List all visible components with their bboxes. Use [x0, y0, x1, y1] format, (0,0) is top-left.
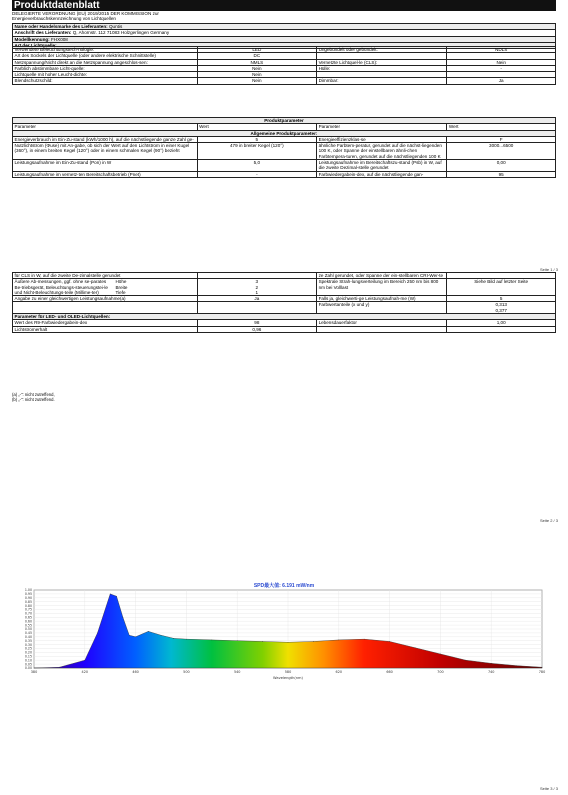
data-point [237, 640, 238, 641]
data-point [59, 667, 60, 668]
x-tick-label: 700 [437, 670, 444, 674]
table-row: Lichtstromerhalt 0,96 [13, 326, 556, 332]
table-row: Angabe zu einer gleichwertigen Leistungsaufnahme(a) Ja Falls ja, gleichwerti-ge Leistungsaufnah-me (W) 5 [13, 296, 556, 302]
data-point [129, 635, 130, 636]
lichtquelle-table [12, 46, 556, 85]
y-tick-label: 0.90 [24, 596, 32, 600]
y-tick-label: 0.15 [24, 654, 32, 659]
table-row: für CLS in W, auf die zweite De-zimalstelle gerundet ze Zahl gerundet, oder Spanne der ein-stellbaren CRI-Wer-te [13, 273, 556, 279]
parameter-table-continued: für CLS in W, auf die zweite De-zimalstelle gerundet ze Zahl gerundet, oder Spanne der ein-stellbaren CRI-Wer-te Äußere Ab-messungen, ggf. ohne se-parates Be-triebsgerät, Beleuchtungs-steuerungstei-le und Nicht-Beleuchtungs-teile (Millime-ter) Höhe Breite Tiefe 3 2 1 Spektrale Strah-lungsverteilung im Bereich 250 nm bis 800 nm bei Volllast Siehe Bild auf letzter Seite Angabe zu einer gleichwertigen Leistungsaufnahme(a) Ja Falls ja, gleichwerti-ge Leistungsaufnah-me (W) 5 Farbwertanteile (x und y) 0,313 0,377 Parameter für LED- und OLED-Lichtquellen: Wert des R9-Farbwiedergabein-dex 98 Lebensdauerfaktor 1,00 Lichtstromerhalt 0,96 [12, 272, 556, 333]
x-tick-label: 620 [335, 670, 343, 674]
page-number: Seite 2 / 3 [539, 518, 558, 523]
x-tick-label: 540 [233, 670, 241, 674]
x-tick-label: 660 [386, 670, 393, 674]
data-point [173, 638, 174, 639]
regulation-text: DELEGIERTE VERORDNUNG (EU) 2019/2015 DER KOMMISSION zur Energieverbrauchskennzeichnung von Lichtquellen [12, 11, 159, 22]
y-tick-label: 0.20 [24, 650, 32, 655]
page-number: Seite 3 / 3 [539, 786, 558, 791]
dimensions-row: Äußere Ab-messungen, ggf. ohne se-parates Be-triebsgerät, Beleuchtungs-steuerungstei-le und Nicht-Beleuchtungs-teile (Millime-ter) Höhe Breite Tiefe 3 2 1 Spektrale Strah-lungsverteilung im Bereich 250 nm bis 800 nm bei Volllast Siehe Bild auf letzter Seite [13, 279, 556, 296]
page-1 [0, 0, 568, 270]
y-tick-label: 0.25 [24, 646, 32, 651]
data-point [212, 640, 213, 641]
y-tick-label: 0.70 [24, 611, 32, 616]
data-point [440, 654, 441, 655]
table-row: Netzspannung/Nicht direkt an die Netzspannung angeschlos-sen: NMLS Vernetzte Lichtquel-le (CLS): Nein [13, 59, 556, 65]
spd-chart [12, 582, 556, 682]
data-point [364, 639, 365, 640]
y-tick-label: 0.55 [24, 623, 32, 628]
y-tick-label: 0.10 [24, 658, 32, 663]
data-point [389, 641, 390, 642]
y-tick-label: 0.05 [24, 662, 32, 667]
table-row: Art des Sockels der Lichtquelle (oder andere elektrische Schnittstelle) DC [13, 53, 556, 59]
data-point [116, 596, 117, 597]
y-tick-label: 0.95 [24, 592, 32, 597]
data-point [110, 594, 111, 595]
page-2 [0, 272, 568, 522]
y-tick-label: 0.75 [24, 607, 32, 612]
footnotes: (a) „-": nicht zutreffend, (b) „-": nicht zutreffend. [12, 392, 55, 402]
data-point [516, 665, 517, 666]
table-row: Nutzlichtstrom (Φuse) mit An-gabe, ob sich der Wert auf den Lichtstrom in einer Kugel (360°), in einem breiten Kegel (120°) oder in einem schmalen Kegel (90°) bezieht 479 in breiter Kegel (120°) ähnliche Farbtem-peratur, gerundet auf die nächst-liegenden 100 K, oder Spanne der einstellbaren ähnli-chen Farbtempera-turen, gerundet auf die nächstliegenden 100 K 3000...6500 [13, 143, 556, 160]
data-point [85, 660, 86, 661]
table-row: Blendschutzschild: Nein Dimmbar: Ja [13, 78, 556, 84]
x-axis-label: Wavelength(nm) [273, 676, 303, 680]
x-tick-label: 460 [132, 670, 139, 674]
table-row: Leistungsaufnahme im vernetz-ten Bereitschaftsbetrieb (Pnet) - Farbwiedergabein-dex, auf die nächstliegende gan- 95 [13, 171, 556, 177]
supplier-table: Name oder Handelsmarke des Lieferanten: Quntis Anschrift des Lieferanten: Q, Ahornstr. 112 71083 Holzgerlingen Germany Modellkennung: FHX008 Art der Lichtquelle: [12, 23, 556, 49]
data-point [34, 668, 35, 669]
data-point [313, 641, 314, 642]
spd-chart-svg [12, 582, 556, 682]
data-point [491, 663, 492, 664]
x-tick-label: 500 [183, 670, 190, 674]
data-point [288, 642, 289, 643]
data-point [135, 637, 136, 638]
data-point [148, 631, 149, 632]
chart-title: SPD最大值: 6.191 mW/nm [253, 583, 315, 589]
y-tick-label: 0.85 [24, 599, 32, 604]
parameter-table: Produktparameter Parameter Wert Parameter Wert Allgemeine Produktparameter: Energieverbrauch im Ein-Zu-stand (kWh/1000 h), auf die nächstliegende ganze Zahl ge- 5 Energieeffizienzklas-se F Nutzlichtstrom (Φuse) mit An-gabe, ob sich der Wert auf den Lichtstrom in einer Kugel (360°), in einem breiten Kegel (120°) oder in einem schmalen Kegel (90°) bezieht 479 in breiter Kegel (120°) ähnliche Farbtem-peratur, gerundet auf die nächst-liegenden 100 K, oder Spanne der einstellbaren ähnli-chen Farbtempera-turen, gerundet auf die nächstliegenden 100 K 3000...6500 Leistungsaufnahme im Ein-Zu-stand (Pon) in W 5,0 Leistungsaufnahme im Bereitschaftszu-stand (Psb) in W, auf die zweite Dezimal-stelle gerundet 0,00 Leistungsaufnahme im vernetz-ten Bereitschaftsbetrieb (Pnet) - Farbwiedergabein-dex, auf die nächstliegende gan- 95 [12, 117, 556, 178]
y-tick-label: 0.30 [24, 642, 32, 647]
x-tick-label: 580 [284, 670, 292, 674]
y-tick-label: 0.80 [24, 603, 32, 608]
y-tick-label: 1.00 [24, 588, 32, 593]
data-point [542, 667, 543, 668]
table-row: Lichtquelle mit hoher Leucht-dichte: Nein [13, 72, 556, 78]
table-row: Farbwertanteile (x und y) 0,313 0,377 [13, 302, 556, 314]
data-point [466, 660, 467, 661]
data-point [97, 633, 98, 634]
y-tick-label: 0.40 [24, 635, 32, 639]
x-tick-label: 420 [81, 670, 89, 674]
data-point [262, 641, 263, 642]
table-row: Wert des R9-Farbwiedergabein-dex 98 Lebensdauerfaktor 1,00 [13, 320, 556, 326]
y-tick-label: 0.60 [24, 619, 32, 624]
data-point [123, 617, 124, 618]
x-tick-label: 780 [538, 670, 546, 674]
data-point [339, 640, 340, 641]
sheet-title: Produktdatenblatt [12, 0, 556, 11]
y-tick-label: 0.65 [24, 615, 32, 620]
x-tick-label: 380 [30, 670, 38, 674]
table-row: Leistungsaufnahme im Ein-Zu-stand (Pon) in W 5,0 Leistungsaufnahme im Bereitschaftszu-stand (Psb) in W, auf die zweite Dezimal-stelle gerundet 0,00 [13, 160, 556, 172]
data-point [186, 639, 187, 640]
table-row: Energieverbrauch im Ein-Zu-stand (kWh/1000 h), auf die nächstliegende ganze Zahl ge- 5 Energieeffizienzklas-se F [13, 136, 556, 142]
page-number: Seite 1 / 3 [539, 267, 558, 272]
y-tick-label: 0.00 [24, 666, 32, 671]
table-row: Verwendete Beleuchtungstech-nologie: LED Ungebündelt oder gebündelt: NDLS [13, 47, 556, 53]
data-point [415, 647, 416, 648]
dimensions-label: Äußere Ab-messungen, ggf. ohne se-parates Be-triebsgerät, Beleuchtungs-steuerungstei-le und Nicht-Beleuchtungs-teile (Millime-ter) [14, 279, 108, 295]
data-point [161, 635, 162, 636]
y-tick-label: 0.50 [24, 627, 32, 632]
y-tick-label: 0.45 [24, 631, 32, 636]
table-row: Farblich abstimmbare Licht-quelle: Nein Hülle: - [13, 65, 556, 71]
x-tick-label: 740 [487, 670, 495, 674]
y-tick-label: 0.35 [24, 638, 32, 643]
